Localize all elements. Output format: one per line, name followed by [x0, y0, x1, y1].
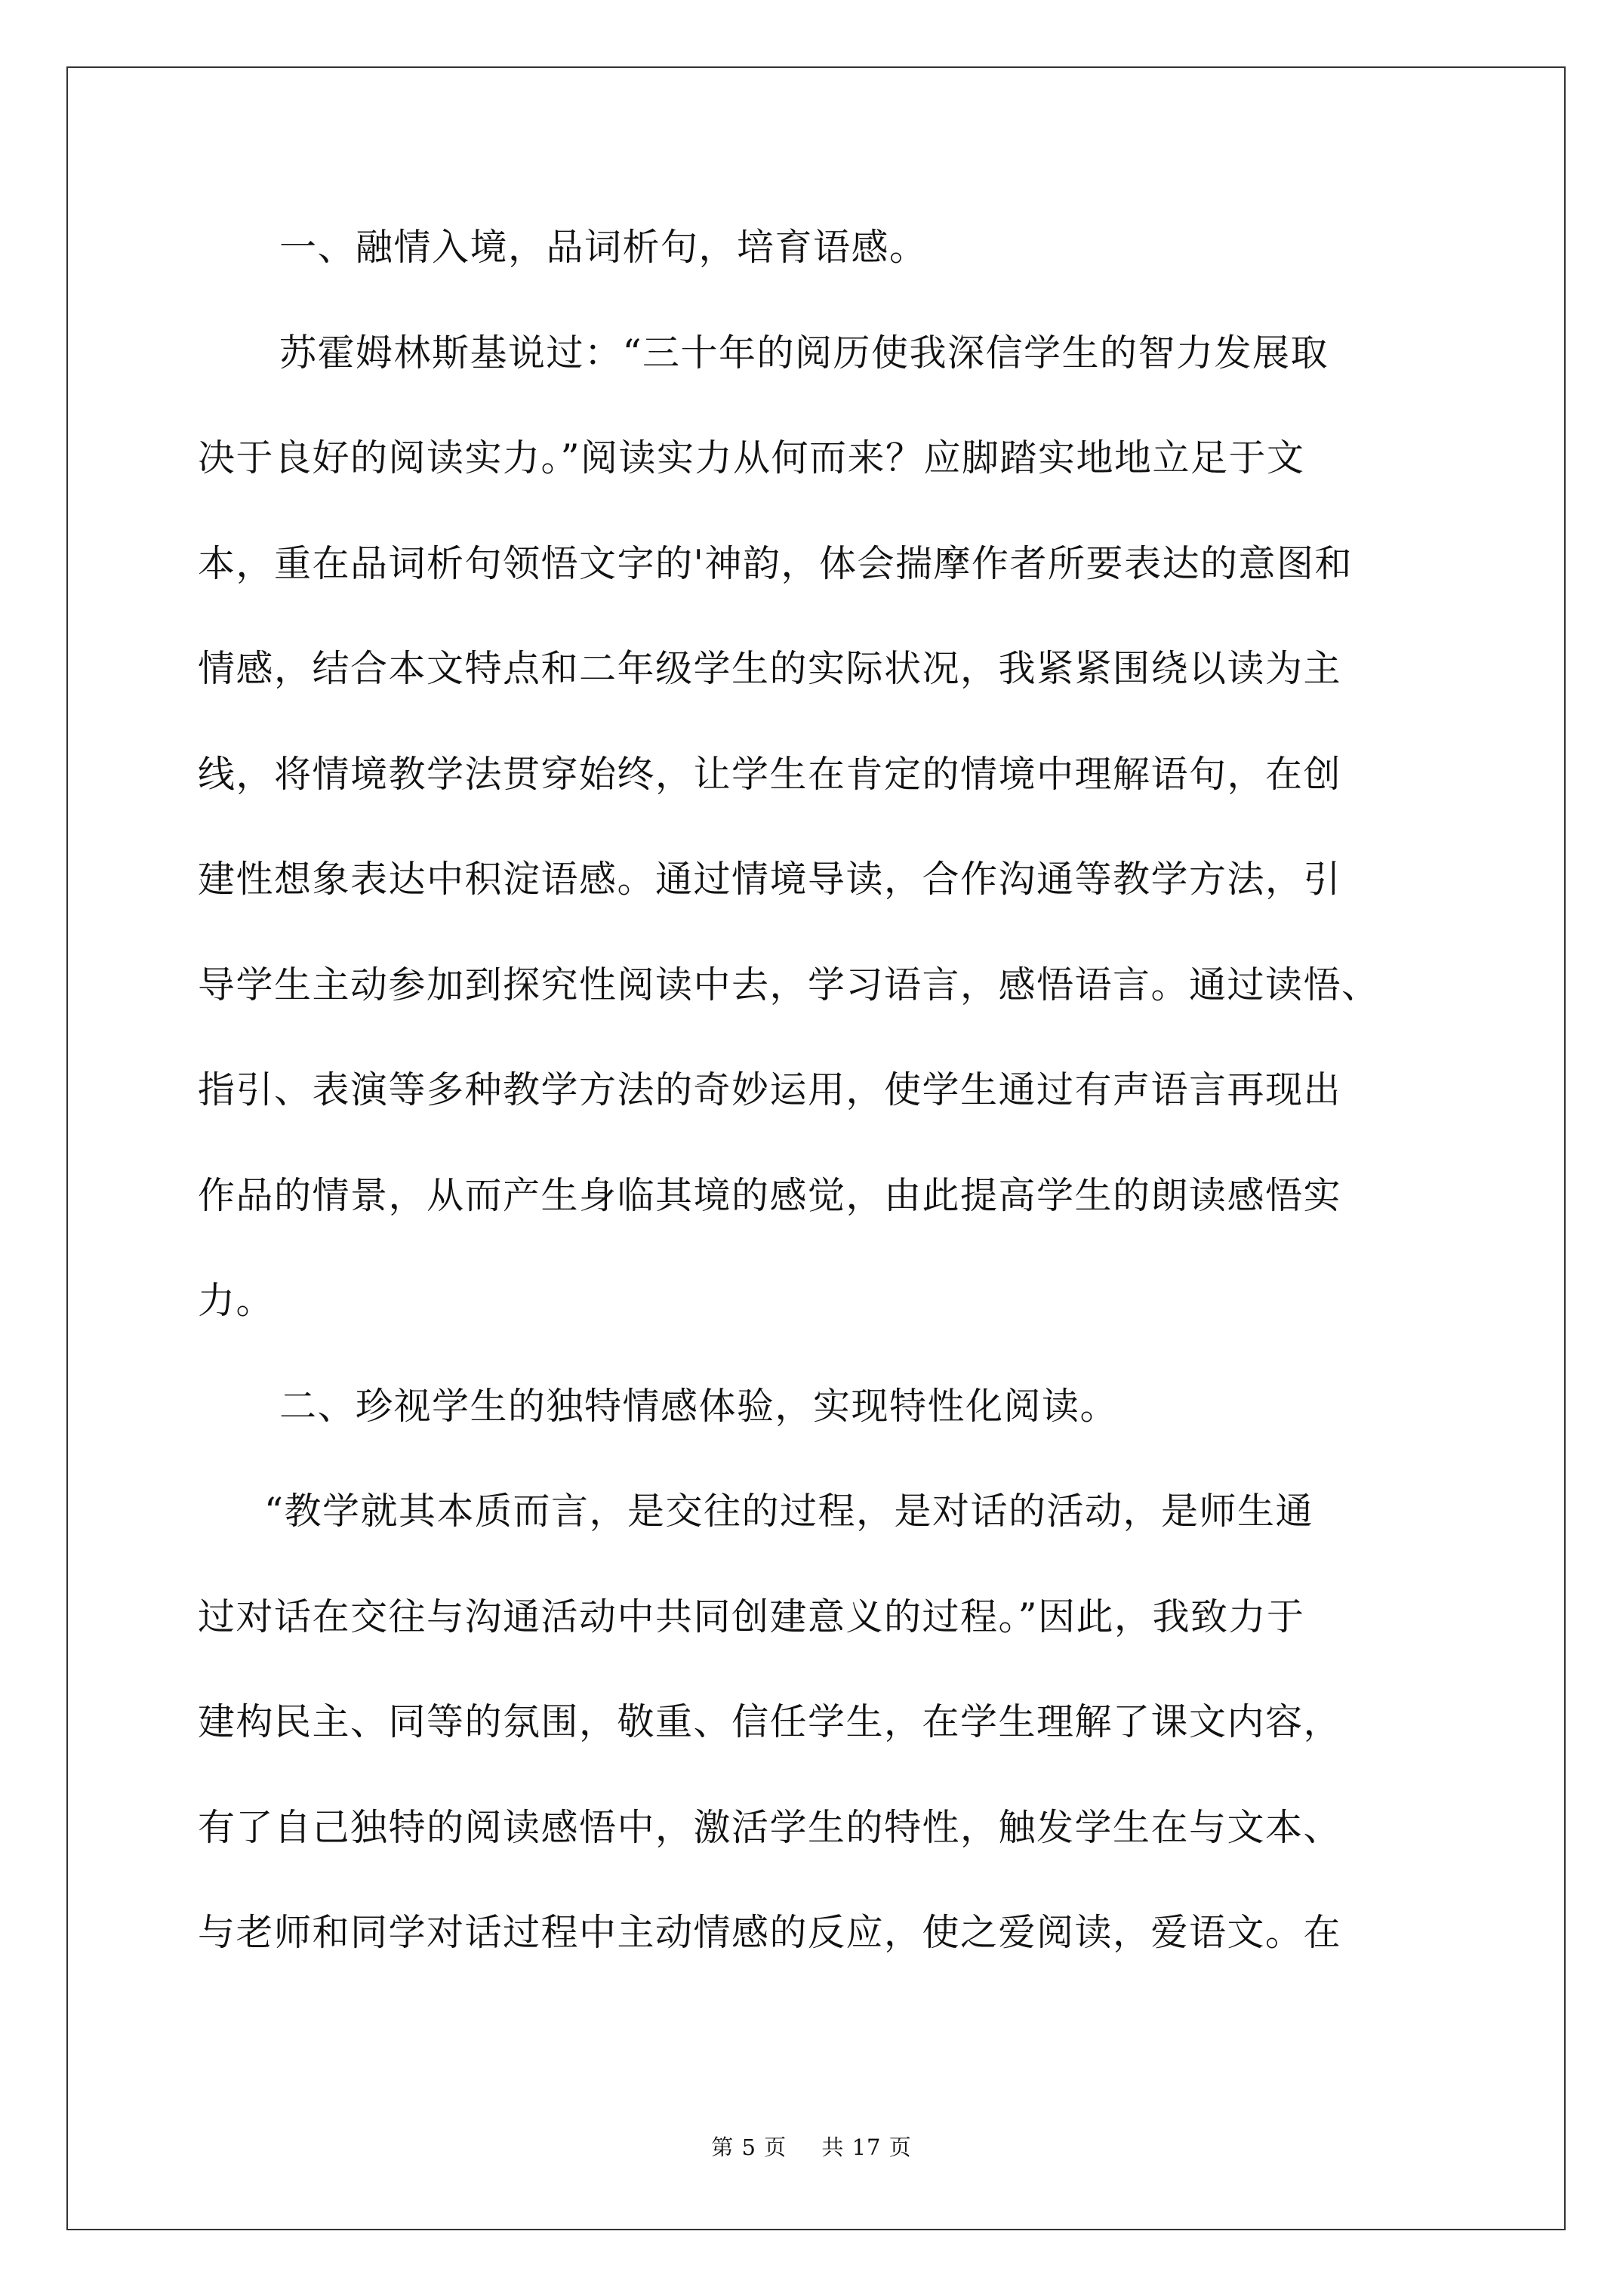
paragraph-line: 建性想象表达中积淀语感。通过情境导读，合作沟通等教学方法，引 — [198, 858, 1342, 901]
heading-section-two: 二、珍视学生的独特情感体验，实现特性化阅读。 — [279, 1384, 1119, 1428]
page-number: 第 5 页 — [711, 2134, 787, 2160]
document-body — [198, 195, 1446, 1986]
paragraph-line: 导学生主动参加到探究性阅读中去，学习语言，感悟语言。通过读悟、 — [198, 963, 1380, 1006]
paragraph-line: 建构民主、同等的氛围，敬重、信任学生，在学生理解了课文内容， — [198, 1700, 1342, 1743]
page-footer — [0, 2131, 1623, 2162]
paragraph-line: 决于良好的阅读实力。”阅读实力从何而来？应脚踏实地地立足于文 — [198, 436, 1305, 479]
page-total: 共 17 页 — [821, 2134, 912, 2160]
paragraph-line: 指引、表演等多种教学方法的奇妙运用，使学生通过有声语言再现出 — [198, 1068, 1342, 1111]
paragraph-line: 情感，结合本文特点和二年级学生的实际状况，我紧紧围绕以读为主 — [198, 647, 1342, 690]
paragraph-line: 作品的情景，从而产生身临其境的感觉，由此提高学生的朗读感悟实 — [198, 1173, 1342, 1217]
paragraph-line: 本，重在品词析句领悟文字的'神韵，体会揣摩作者所要表达的意图和 — [198, 541, 1353, 585]
heading-section-one: 一、融情入境，品词析句，培育语感。 — [279, 226, 928, 269]
paragraph-line: 苏霍姆林斯基说过：“三十年的阅历使我深信学生的智力发展取 — [279, 331, 1329, 374]
paragraph-line: 与老师和同学对话过程中主动情感的反应，使之爱阅读，爱语文。在 — [198, 1911, 1342, 1954]
paragraph-line: 过对话在交往与沟通活动中共同创建意义的过程。”因此，我致力于 — [198, 1595, 1305, 1638]
paragraph-line: 有了自己独特的阅读感悟中，激活学生的特性，触发学生在与文本、 — [198, 1805, 1342, 1849]
paragraph-line: “教学就其本质而言，是交往的过程，是对话的活动，是师生通 — [264, 1490, 1314, 1533]
paragraph-line: 线，将情境教学法贯穿始终，让学生在肯定的情境中理解语句，在创 — [198, 752, 1342, 796]
paragraph-line: 力。 — [198, 1279, 275, 1322]
